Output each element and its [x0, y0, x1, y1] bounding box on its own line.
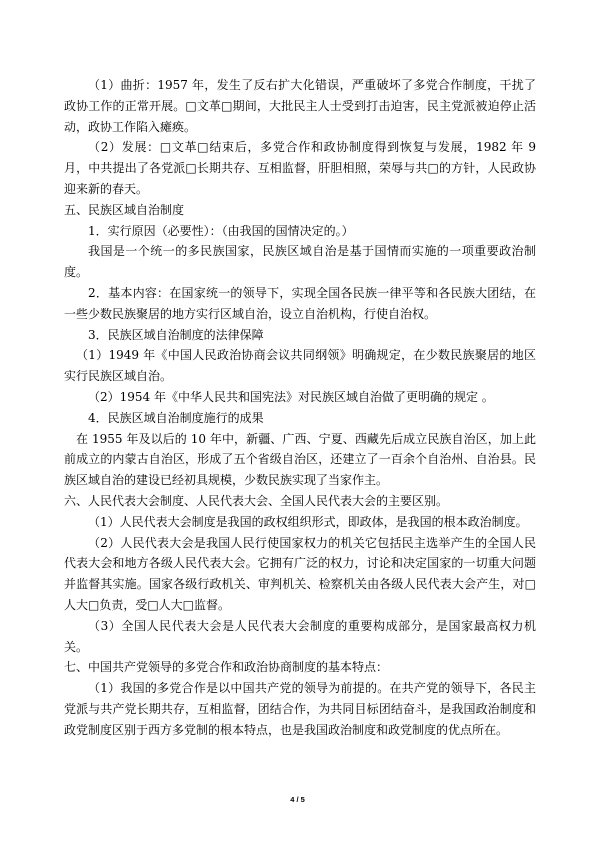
- paragraph: （1）1949 年《中国人民政治协商会议共同纲领》明确规定，在少数民族聚居的地区实行民族区域自治。: [64, 348, 536, 384]
- paragraph: （2）1954 年《中华人民共和国宪法》对民族区域自治做了更明确的规定 。: [88, 389, 494, 404]
- paragraph: 1．实行原因（必要性）：（由我国的国情决定的。）: [88, 223, 354, 238]
- paragraph: （3）全国人民代表大会是人民代表大会制度的重要构成部分，是国家最高权力机关。: [64, 618, 536, 654]
- paragraph: （2）发展：□文革□结束后，多党合作和政协制度得到恢复与发展，1982 年 9 月，中共提出了各党派□长期共存、互相监督，肝胆相照，荣辱与共□的方针，人民政协迎来新的春天。: [64, 140, 536, 196]
- paragraph: （1）人民代表大会制度是我国的政权组织形式，即政体，是我国的根本政治制度。: [88, 514, 528, 529]
- document-body: [64, 75, 536, 741]
- paragraph: 4．民族区域自治制度施行的成果: [88, 410, 264, 425]
- paragraph: （1）曲折：1957 年，发生了反右扩大化错误，严重破坏了多党合作制度，干扰了政协工作的正常开展。□文革□期间，大批民主人士受到打击迫害，民主党派被迫停止活动，政协工作陷入瘫痪。: [64, 78, 536, 134]
- section-heading: 七、中国共产党领导的多党合作和政治协商制度的基本特点：: [64, 660, 389, 675]
- paragraph: （2）人民代表大会是我国人民行使国家权力的机关它包括民主选举产生的全国人民代表大会和地方各级人民代表大会。它拥有广泛的权力，讨论和决定国家的一切重大问题并监督其实施。国家各级行政机关、审判机关、检察机关由各级人民代表大会产生，对□人大□负责，受□人大□监督。: [64, 535, 536, 612]
- paragraph: 2．基本内容：在国家统一的领导下，实现全国各民族一律平等和各民族大团结，在一些少数民族聚居的地方实行区域自治，设立自治机构，行使自治权。: [64, 285, 536, 321]
- page-number: 4 / 5: [290, 795, 305, 804]
- section-heading: 六、人民代表大会制度、人民代表大会、全国人民代表大会的主要区别。: [64, 493, 449, 508]
- paragraph: （1）我国的多党合作是以中国共产党的领导为前提的。在共产党的领导下，各民主党派与共产党长期共存，互相监督，团结合作，为共同目标团结奋斗，是我国政治制度和政党制度区别于西方多党制的根本特点，也是我国政治制度和政党制度的优点所在。: [64, 681, 536, 737]
- paragraph: 我国是一个统一的多民族国家，民族区域自治是基于国情而实施的一项重要政治制度。: [64, 244, 536, 280]
- paragraph: 3．民族区域自治制度的法律保障: [88, 327, 264, 342]
- paragraph: 在 1955 年及以后的 10 年中，新疆、广西、宁夏、西藏先后成立民族自治区，加上此前成立的内蒙古自治区，形成了五个省级自治区，还建立了一百余个自治州、自治县。民族区域自治的建设已经初具规模，少数民族实现了当家作主。: [64, 431, 536, 488]
- section-heading: 五、民族区域自治制度: [64, 202, 185, 217]
